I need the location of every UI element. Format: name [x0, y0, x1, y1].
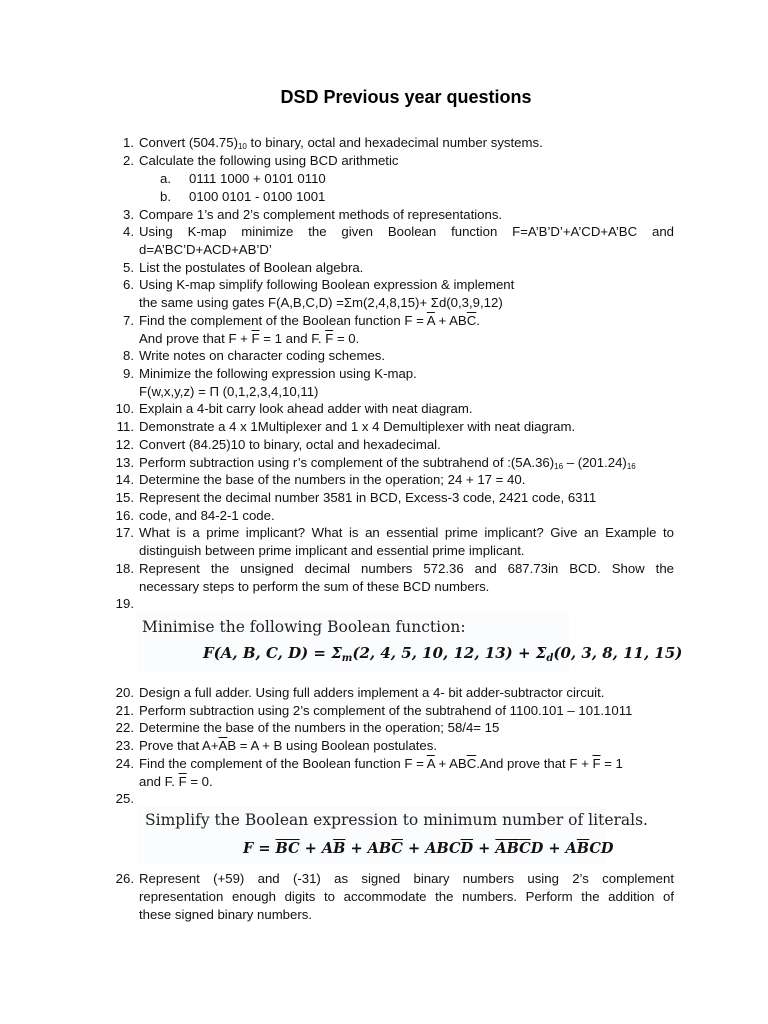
- question-number: 25.: [115, 791, 134, 806]
- question-text: And prove that $F + \overline{F} = 1$ and F. $\overline{F} = 0$.: [139, 331, 360, 346]
- question-text: representation enough digits to accommodate the numbers. Perform the addition of: [139, 889, 674, 904]
- question-number: 2.: [123, 153, 134, 168]
- question-number: 17.: [115, 525, 134, 540]
- question-number: 22.: [115, 720, 134, 735]
- question-text: the same using gates F(A,B,C,D) =Σm(2,4,8,15)+ Σd(0,3,9,12): [139, 295, 503, 310]
- question-number: 5.: [123, 260, 134, 275]
- question-text: Represent (+59) and (-31) as signed binary numbers using 2’s complement: [139, 871, 674, 886]
- question-number: 20.: [115, 685, 134, 700]
- question-text: Minimize the following expression using K-map.: [139, 366, 417, 381]
- question-text: List the postulates of Boolean algebra.: [139, 260, 364, 275]
- question-number: 4.: [123, 224, 134, 239]
- question-number: 12.: [115, 437, 134, 452]
- question-number: 15.: [115, 490, 134, 505]
- question-number: 16.: [115, 508, 134, 523]
- question-number: 1.: [123, 135, 134, 150]
- question-number: 24.: [115, 756, 134, 771]
- question-number: 3.: [123, 207, 134, 222]
- question-text: Calculate the following using BCD arithmetic: [139, 153, 399, 168]
- question-text: d=A’BC’D+ACD+AB’D’: [139, 242, 272, 257]
- part-letter: a.: [160, 171, 171, 186]
- question-text: Determine the base of the numbers in the operation; 24 + 17 = 40.: [139, 472, 526, 487]
- question-text: Design a full adder. Using full adders implement a 4- bit adder-subtractor circuit.: [139, 685, 605, 700]
- question-text: Write notes on character coding schemes.: [139, 348, 386, 363]
- question-text: Using K-map minimize the given Boolean function F=A’B’D’+A’CD+A’BC and: [139, 224, 674, 239]
- question-text: What is a prime implicant? What is an essential prime implicant? Give an Example to: [139, 525, 674, 540]
- question-number: 14.: [115, 472, 134, 487]
- question-text: Prove that $A+\overline{A}B = A + B$ using Boolean postulates.: [139, 738, 438, 753]
- question-text: Demonstrate a 4 x 1Multiplexer and 1 x 4 Demultiplexer with neat diagram.: [139, 419, 576, 434]
- question-text: Represent the unsigned decimal numbers 572.36 and 687.73in BCD. Show the: [139, 561, 674, 576]
- question-number: 21.: [115, 703, 134, 718]
- page-title: DSD Previous year questions: [280, 87, 532, 107]
- question-text: Perform subtraction using r’s complement of the subtrahend of $:(5A.36)_{16} - (201.24)_{16}$: [139, 455, 636, 471]
- question-number: 11.: [116, 419, 134, 434]
- question-text: these signed binary numbers.: [139, 907, 313, 922]
- question-25-heading: Simplify the Boolean expression to minimum number of literals.: [145, 811, 648, 829]
- part-letter: b.: [160, 189, 171, 204]
- question-number: 9.: [123, 366, 134, 381]
- question-19-image: [137, 612, 683, 672]
- question-number: 10.: [115, 401, 134, 416]
- question-text: Find the complement of the Boolean function $F = \overline{A} + AB\overline{C}$.: [139, 313, 480, 328]
- question-text: Find the complement of the Boolean function $F = \overline{A} + AB\overline{C}.And$ prove that $F + \overline{F} = 1$: [139, 756, 623, 771]
- question-19-heading: Minimise the following Boolean function:: [142, 618, 466, 636]
- question-text: and F. $\overline{F} = 0$.: [139, 774, 213, 789]
- question-number: 6.: [123, 277, 134, 292]
- question-number: 18.: [115, 561, 134, 576]
- question-text: Using K-map simplify following Boolean expression & implement: [139, 277, 515, 292]
- question-text: Perform subtraction using 2’s complement of the subtrahend of 1100.101 – 101.1011: [139, 703, 633, 718]
- question-text: distinguish between prime implicant and essential prime implicant.: [139, 543, 525, 558]
- question-25-image: [137, 806, 648, 864]
- question-number: 23.: [115, 738, 134, 753]
- question-text: code, and 84-2-1 code.: [139, 508, 275, 523]
- question-19-formula: F(A, B, C, $D) = \Sigma_m(2$, 4, 5, 10, 12, $13) + \Sigma_d(0$, 3, 8, 11, 15): [203, 644, 683, 664]
- part-text: 0100 0101 - 0100 1001: [189, 189, 326, 204]
- question-number: 26.: [115, 871, 134, 886]
- part-text: 0111 1000 + 0101 0110: [189, 171, 326, 186]
- question-text: necessary steps to perform the sum of these BCD numbers.: [139, 579, 490, 594]
- question-number: 19.: [115, 596, 134, 611]
- question-number: 7.: [123, 313, 134, 328]
- question-25-formula: $F = \overline{B}\overline{C} + A\overline{B} + AB\overline{C} + ABC\overline{D} + \overline{A}\overline{B}\overline{C}D + A\overline{B}CD$: [243, 840, 614, 857]
- question-text: Compare 1’s and 2’s complement methods of representations.: [139, 207, 503, 222]
- question-text: Determine the base of the numbers in the operation; 58/4= 15: [139, 720, 500, 735]
- question-number: 13.: [115, 455, 134, 470]
- question-text: Explain a 4-bit carry look ahead adder with neat diagram.: [139, 401, 473, 416]
- question-number: 8.: [123, 348, 134, 363]
- question-text: Represent the decimal number 3581 in BCD, Excess-3 code, 2421 code, 6311: [139, 490, 597, 505]
- question-text: F(w,x,y,z) = Π (0,1,2,3,4,10,11): [139, 384, 319, 399]
- question-text: Convert $(504.75)_{10}$ to binary, octal and hexadecimal number systems.: [139, 135, 543, 151]
- question-text: Convert (84.25)10 to binary, octal and hexadecimal.: [139, 437, 441, 452]
